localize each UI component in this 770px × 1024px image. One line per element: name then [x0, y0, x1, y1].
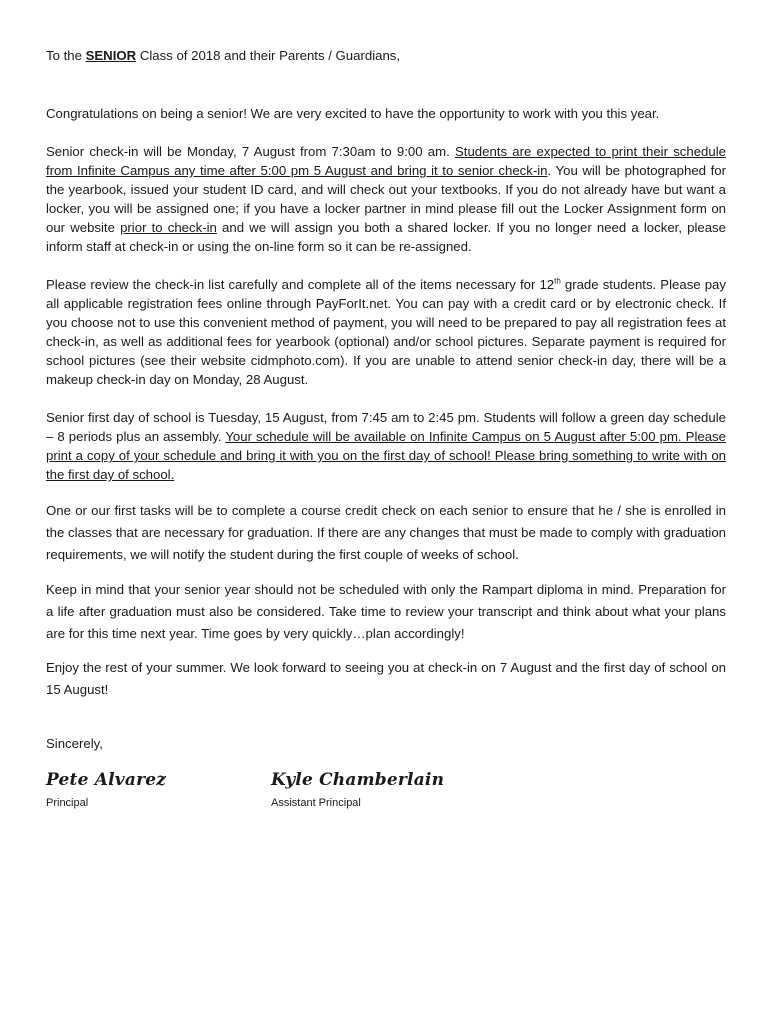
paragraph-closing: Enjoy the rest of your summer. We look forward to seeing you at check-in on 7 August and the first day of school on 15 August!: [46, 660, 726, 697]
paragraph-congratulations: Congratulations on being a senior! We are very excited to have the opportunity to work with you this year.: [46, 106, 660, 121]
closing: Sincerely,: [46, 736, 103, 751]
paragraph-check-in: Senior check-in will be Monday, 7 August from 7:30am to 9:00 am. Students are expected to print their schedule from Infinite Campus any time after 5:00 pm 5 August and bring it to senior check-in. You will be photographed for the yearbook, issued your student ID card, and will check out your textbooks. If you do not already have but want a locker, you will be assigned one; if you have a locker partner in mind please fill out the Locker Assignment form on our website prior to check-in and we will assign you both a shared locker. If you no longer need a locker, please inform staff at check-in or using the on-line form so it can be re-assigned.: [46, 144, 726, 254]
paragraph-planning: Keep in mind that your senior year should not be scheduled with only the Rampart diploma in mind. Preparation for a life after graduation must also be considered. Take time to review your transcript and think about what your plans are for this time next year. Time goes by very quickly…plan accordingly!: [46, 582, 726, 641]
senior-emphasis: SENIOR: [85, 48, 137, 63]
salutation: To the SENIOR Class of 2018 and their Parents / Guardians,: [46, 48, 401, 63]
paragraph-fees: Please review the check-in list carefully and complete all of the items necessary for 12th grade students. Please pay all applicable registration fees online through PayForIt.net. You can pay with a credit card or by electronic check. If you choose not to use this convenient method of payment, you will need to be prepared to pay all registration fees at check-in, as well as additional fees for yearbook (optional) and/or school pictures. Separate payment is required for school pictures (see their website cidmphoto.com). If you are unable to attend senior check-in day, there will be a makeup check-in day on Monday, 28 August.: [46, 276, 726, 387]
paragraph-credit-check: One or our first tasks will be to complete a course credit check on each senior to ensure that he / she is enrolled in the classes that are necessary for graduation. If there are any changes that must be made to comply with graduation requirements, we will notify the student during the first couple of weeks of school.: [46, 503, 726, 562]
paragraph-first-day: Senior first day of school is Tuesday, 15 August, from 7:45 am to 2:45 pm. Students will follow a green day schedule – 8 periods plus an assembly. Your schedule will be available on Infinite Campus on 5 August after 5:00 pm. Please print a copy of your schedule and bring it with you on the first day of school! Please bring something to write with on the first day of school.: [46, 410, 726, 482]
title-principal: Principal: [46, 797, 89, 809]
signature-principal: Pete Alvarez: [46, 770, 167, 790]
title-assistant-principal: Assistant Principal: [271, 797, 361, 809]
signature-assistant-principal: Kyle Chamberlain: [271, 770, 445, 790]
